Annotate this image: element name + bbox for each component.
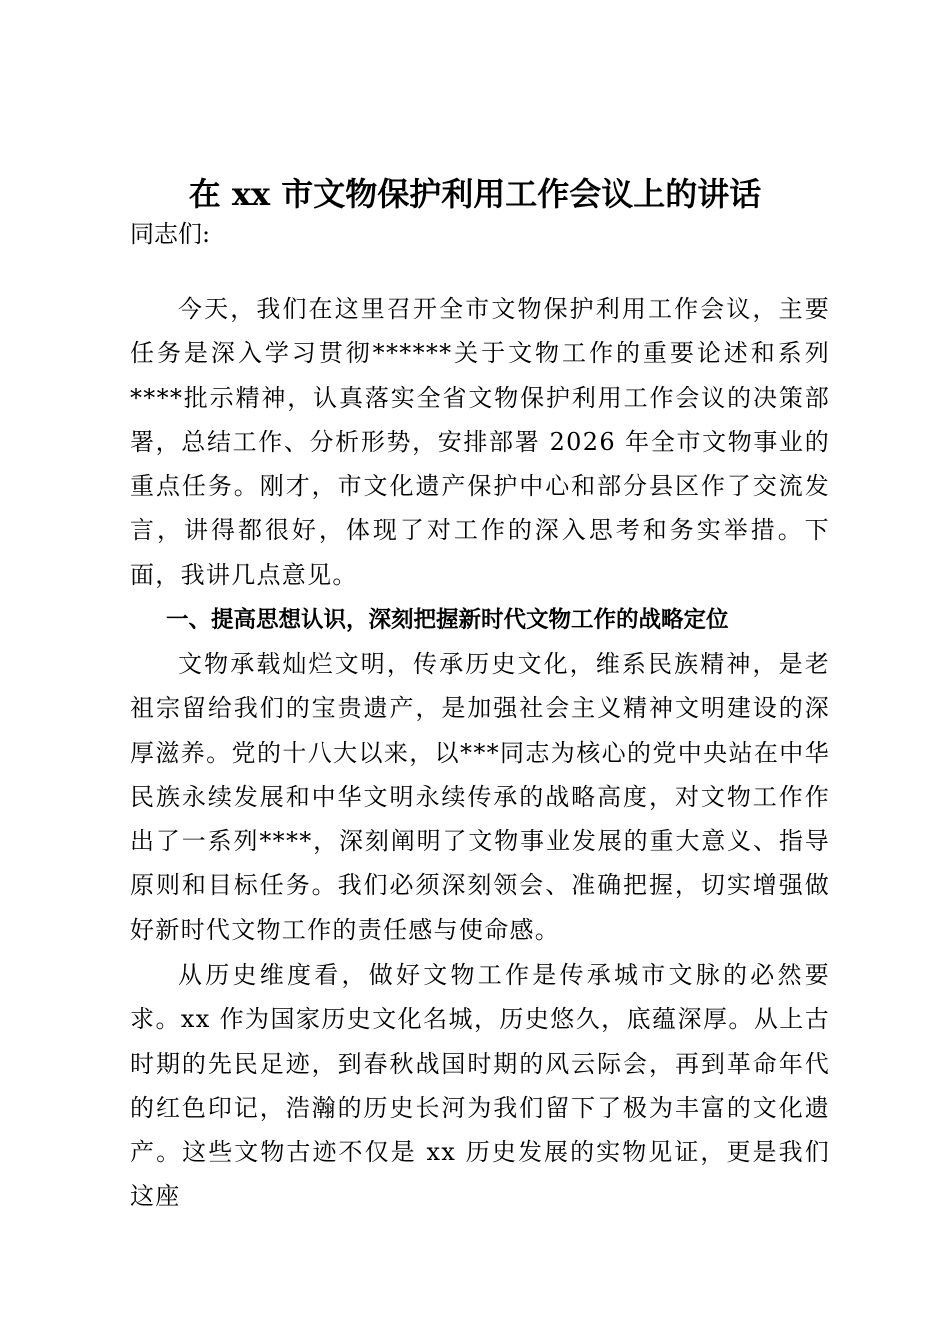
document-title: 在 xx 市文物保护利用工作会议上的讲话 <box>188 175 762 213</box>
paragraph-historical-dimension: 从历史维度看，做好文物工作是传承城市文脉的必然要求。xx 作为国家历史文化名城，历史悠久，底蕴深厚。从上古时期的先民足迹，到春秋战国时期的风云际会，再到革命年代的红色印记，浩瀚的历史长河为我们留下了极为丰富的文化遗产。这些文物古迹不仅是 xx 历史发展的实物见证，更是我们这座 <box>130 961 830 1211</box>
paragraph-cultural-relics: 文物承载灿烂文明，传承历史文化，维系民族精神，是老祖宗留给我们的宝贵遗产，是加强社会主义精神文明建设的深厚滋养。党的十八大以来，以***同志为核心的党中央站在中华民族永续发展和中华文明永续传承的战略高度，对文物工作作出了一系列****，深刻阐明了文物事业发展的重大意义、指导原则和目标任务。我们必须深刻领会、准确把握，切实增强做好新时代文物工作的责任感与使命感。 <box>130 650 830 944</box>
section-heading-1: 一、提高思想认识，深刻把握新时代文物工作的战略定位 <box>166 607 729 633</box>
salutation: 同志们: <box>130 220 211 248</box>
paragraph-opening: 今天，我们在这里召开全市文物保护利用工作会议，主要任务是深入学习贯彻******关于文物工作的重要论述和系列****批示精神，认真落实全省文物保护利用工作会议的决策部署，总结工作、分析形势，安排部署 2026 年全市文物事业的重点任务。刚才，市文化遗产保护中心和部分县区作了交流发言，讲得都很好，体现了对工作的深入思考和务实举措。下面，我讲几点意见。 <box>130 295 830 589</box>
